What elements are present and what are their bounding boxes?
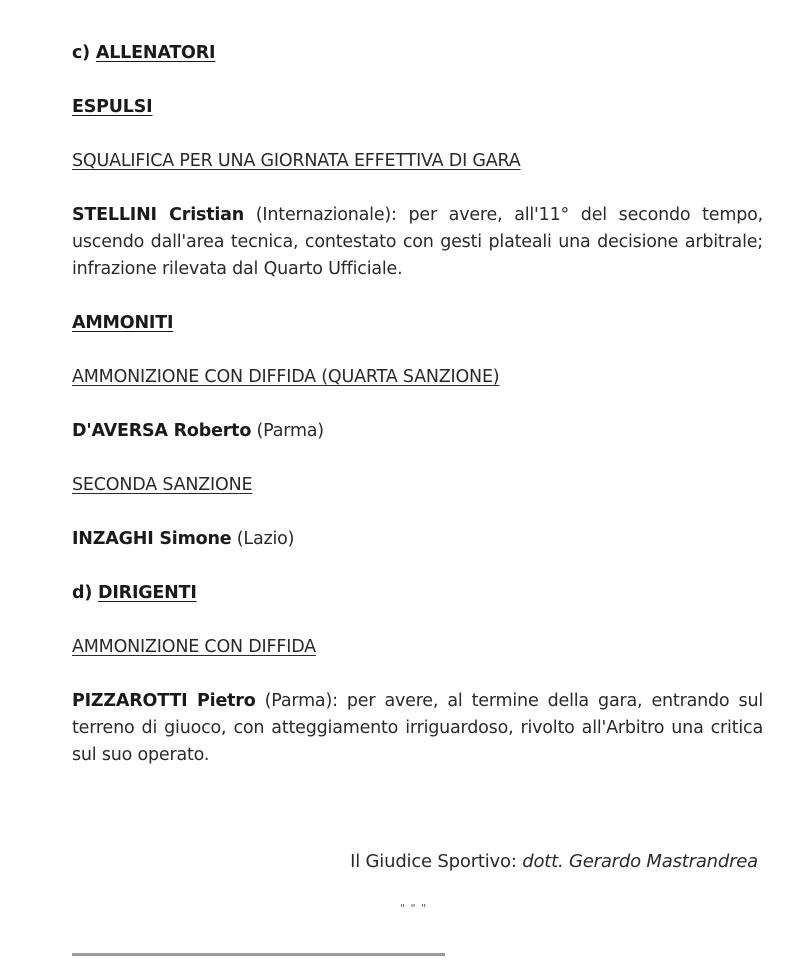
pizzarotti-paragraph xyxy=(72,688,763,769)
ammonizione-quarta-subheading xyxy=(72,364,763,391)
footer-divider xyxy=(72,953,445,956)
daversa-name: D'AVERSA Roberto xyxy=(72,421,252,441)
signature-name: dott. Gerardo Mastrandrea xyxy=(522,851,758,872)
signature-line xyxy=(350,848,758,875)
seconda-title: SECONDA SANZIONE xyxy=(72,475,253,495)
ammonizione-diffida-title: AMMONIZIONE CON DIFFIDA xyxy=(72,637,316,657)
stellini-paragraph xyxy=(72,202,763,283)
squalifica-title: SQUALIFICA PER UNA GIORNATA EFFETTIVA DI GARA xyxy=(72,151,521,171)
seconda-subheading xyxy=(72,472,763,499)
stellini-name: STELLINI Cristian xyxy=(72,205,245,225)
separator-marks: " " " xyxy=(400,902,428,915)
signature-label: Il Giudice Sportivo: xyxy=(350,851,523,872)
pizzarotti-text: (Parma): per avere, al termine della gara, entrando sul terreno di giuoco, con atteggiamento irriguardoso, rivolto all'Arbitro una critica sul suo operato. xyxy=(72,691,763,765)
inzaghi-paragraph xyxy=(72,526,763,553)
inzaghi-name: INZAGHI Simone xyxy=(72,529,232,549)
ammoniti-heading xyxy=(72,310,763,337)
daversa-text: (Parma) xyxy=(251,421,324,441)
squalifica-subheading xyxy=(72,148,763,175)
section-c-heading xyxy=(72,40,763,67)
ammonizione-diffida-subheading xyxy=(72,634,763,661)
section-d-heading xyxy=(72,580,763,607)
daversa-paragraph xyxy=(72,418,763,445)
espulsi-heading xyxy=(72,94,763,121)
section-c-title: ALLENATORI xyxy=(95,43,216,63)
document-body xyxy=(72,40,763,796)
inzaghi-text: (Lazio) xyxy=(231,529,295,549)
pizzarotti-name: PIZZAROTTI Pietro xyxy=(72,691,256,711)
section-d-prefix: d) xyxy=(72,583,93,603)
espulsi-title: ESPULSI xyxy=(72,97,153,117)
stellini-text: (Internazionale): per avere, all'11° del secondo tempo, uscendo dall'area tecnica, contestato con gesti plateali una decisione arbitrale; infrazione rilevata dal Quarto Ufficiale. xyxy=(72,205,763,279)
ammonizione-quarta-title: AMMONIZIONE CON DIFFIDA (QUARTA SANZIONE) xyxy=(72,367,500,387)
section-d-title: DIRIGENTI xyxy=(98,583,197,603)
section-c-prefix: c) xyxy=(72,43,90,63)
ammoniti-title: AMMONITI xyxy=(72,313,174,333)
